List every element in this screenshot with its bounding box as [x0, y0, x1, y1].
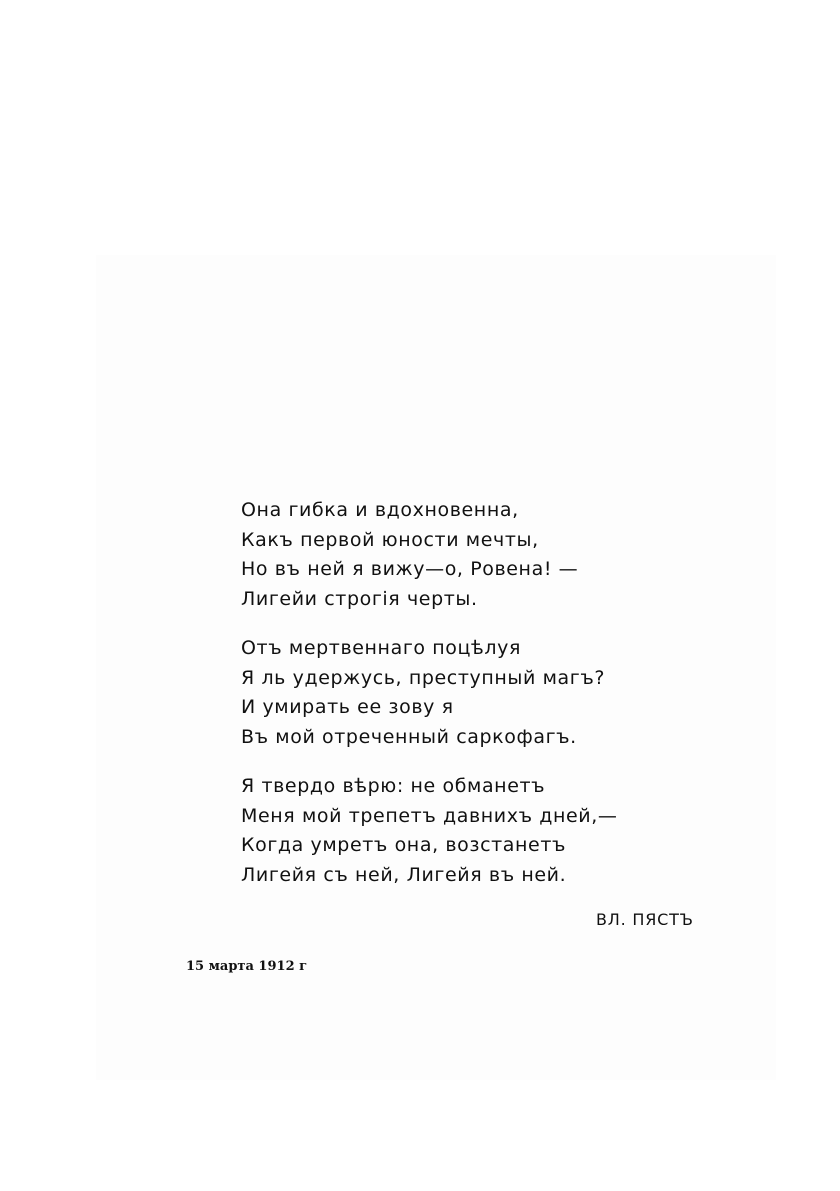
poem-line: Лигейя съ ней, Лигейя въ ней.: [241, 863, 567, 886]
poem-line: Въ мой отреченный саркофагъ.: [241, 725, 577, 748]
poem-line: Лигейи строгія черты.: [241, 587, 478, 610]
date-line: 15 марта 1912 г: [186, 959, 308, 974]
stanza: [241, 496, 661, 614]
stanza: [241, 634, 661, 752]
poem-line: Меня мой трепетъ давнихъ дней,—: [241, 804, 618, 827]
poem-line: Но въ ней я вижу—о, Ровена! —: [241, 558, 579, 580]
stanza: [241, 772, 661, 890]
poem-line: Она гибка и вдохновенна,: [241, 499, 519, 521]
author-signature: ВЛ. ПЯСТЪ: [596, 910, 694, 929]
poem-line: Когда умретъ она, возстанетъ: [241, 834, 567, 856]
poem-line: Отъ мертвеннаго поцѣлуя: [241, 637, 522, 659]
poem-line: Какъ первой юности мечты,: [241, 528, 539, 551]
poem-line: И умирать ее зову я: [241, 696, 454, 718]
poem: [241, 496, 661, 910]
poem-line: Я твердо вѣрю: не обманетъ: [241, 775, 546, 797]
poem-line: Я ль удержусь, преступный магъ?: [241, 666, 606, 689]
